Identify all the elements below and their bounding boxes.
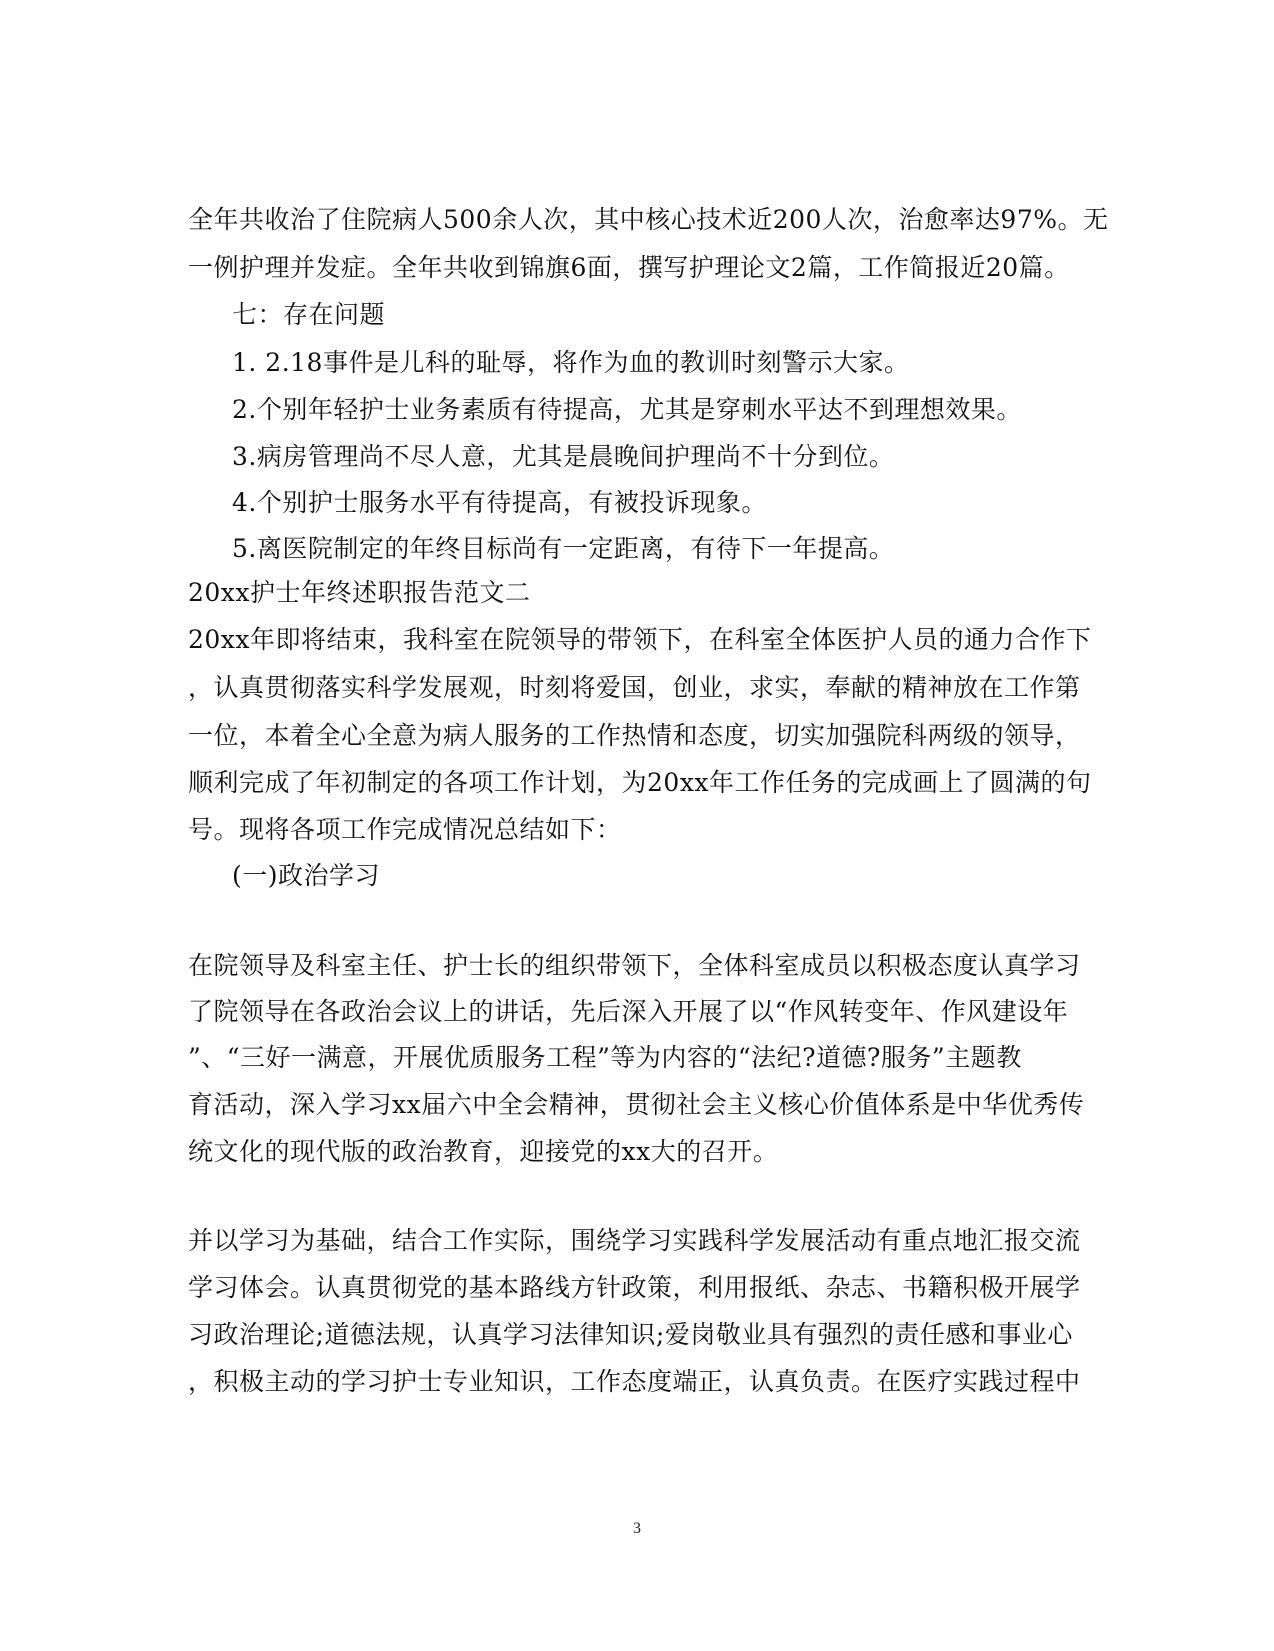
section-heading: (一)政治学习 <box>232 861 381 890</box>
text-line: 全年共收治了住院病人500余人次，其中核心技术近200人次，治愈率达97%。无 <box>188 205 1109 234</box>
list-item: 2.个别年轻护士业务素质有待提高，尤其是穿刺水平达不到理想效果。 <box>232 395 1022 424</box>
document-subtitle: 20xx护士年终述职报告范文二 <box>188 578 531 607</box>
list-item: 5.离医院制定的年终目标尚有一定距离，有待下一年提高。 <box>232 534 895 563</box>
section-heading: 七：存在问题 <box>232 300 386 329</box>
list-item: 4.个别护士服务水平有待提高，有被投诉现象。 <box>232 488 767 517</box>
text-line: 统文化的现代版的政治教育，迎接党的xx大的召开。 <box>188 1137 779 1166</box>
text-line: 习政治理论;道德法规，认真学习法律知识;爱岗敬业具有强烈的责任感和事业心 <box>188 1320 1073 1349</box>
text-line: 学习体会。认真贯彻党的基本路线方针政策，利用报纸、杂志、书籍积极开展学 <box>188 1273 1081 1302</box>
text-line: 一例护理并发症。全年共收到锦旗6面，撰写护理论文2篇，工作简报近20篇。 <box>188 253 1070 282</box>
text-line: ”、“三好一满意，开展优质服务工程”等为内容的“法纪?道德?服务”主题教 <box>188 1043 1022 1072</box>
page-number: 3 <box>633 1520 641 1537</box>
text-line: 号。现将各项工作完成情况总结如下： <box>188 815 622 844</box>
list-item: 3.病房管理尚不尽人意，尤其是晨晚间护理尚不十分到位。 <box>232 442 895 471</box>
text-line: ，认真贯彻落实科学发展观，时刻将爱国，创业，求实，奉献的精神放在工作第 <box>188 673 1081 702</box>
text-line: 顺利完成了年初制定的各项工作计划，为20xx年工作任务的完成画上了圆满的句 <box>188 768 1092 797</box>
text-line: 在院领导及科室主任、护士长的组织带领下，全体科室成员以积极态度认真学习 <box>188 951 1081 980</box>
text-line: 了院领导在各政治会议上的讲话，先后深入开展了以“作风转变年、作风建设年 <box>188 997 1069 1026</box>
text-line: 20xx年即将结束，我科室在院领导的带领下，在科室全体医护人员的通力合作下 <box>188 625 1092 654</box>
text-line: 一位，本着全心全意为病人服务的工作热情和态度，切实加强院科两级的领导， <box>188 721 1081 750</box>
list-item: 1. 2.18事件是儿科的耻辱，将作为血的教训时刻警示大家。 <box>232 348 910 377</box>
text-line: ，积极主动的学习护士专业知识，工作态度端正，认真负责。在医疗实践过程中 <box>188 1367 1081 1396</box>
text-line: 并以学习为基础，结合工作实际，围绕学习实践科学发展活动有重点地汇报交流 <box>188 1226 1081 1255</box>
text-line: 育活动，深入学习xx届六中全会精神，贯彻社会主义核心价值体系是中华优秀传 <box>188 1090 1085 1119</box>
